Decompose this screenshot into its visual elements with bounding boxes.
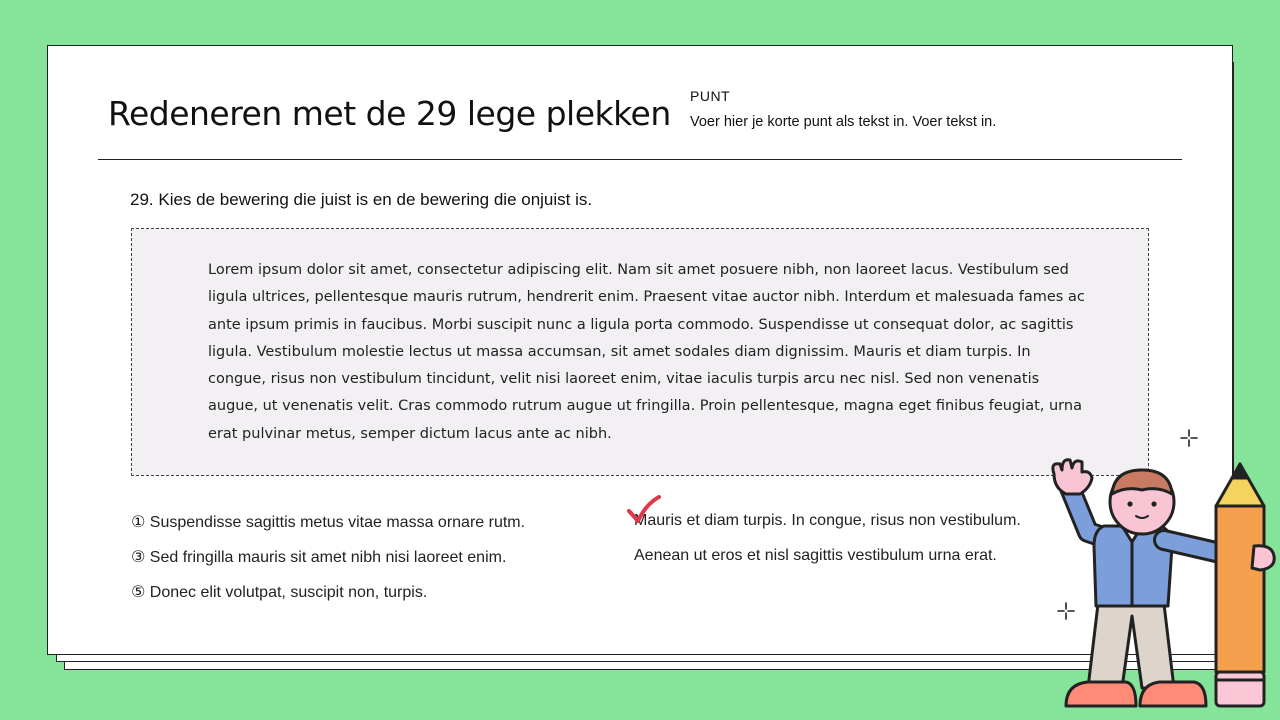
option-1[interactable]: ① Suspendisse sagittis metus vitae massa ornare rutm. (131, 514, 526, 531)
option-3[interactable]: ③ Sed fringilla mauris sit amet nibh nisi laoreet enim. (131, 549, 507, 566)
option-5[interactable]: ⑤ Donec elit volutpat, suscipit non, turpis. (131, 584, 428, 601)
option-2[interactable]: Mauris et diam turpis. In congue, risus non vestibulum. (634, 512, 1021, 529)
page-title: Redeneren met de 29 lege plekken (108, 94, 671, 133)
character-with-pencil-illustration (1040, 456, 1280, 720)
punt-label: PUNT (690, 88, 731, 104)
header-divider (98, 159, 1182, 160)
sparkle-icon (1180, 429, 1198, 447)
check-mark-icon (626, 494, 662, 526)
option-4[interactable]: Aenean ut eros et nisl sagittis vestibulum urna erat. (634, 547, 997, 564)
question-text: 29. Kies de bewering die juist is en de bewering die onjuist is. (130, 190, 593, 209)
punt-text[interactable]: Voer hier je korte punt als tekst in. Voer tekst in. (690, 114, 997, 130)
passage-box (131, 228, 1149, 476)
passage-text: Lorem ipsum dolor sit amet, consectetur adipiscing elit. Nam sit amet posuere nibh, non laoreet lacus. Vestibulum sed ligula ultrices, pellentesque mauris rutrum, hendrerit enim. Praesent vitae auctor nibh. Interdum et malesuada fames ac ante ipsum primis in faucibus. Morbi suscipit nunc a ligula porta commodo. Suspendisse ut consequat dolor, ac sagittis ligula. Vestibulum molestie lectus ut massa accumsan, sit amet sodales diam dignissim. Mauris et diam turpis. In congue, risus non vestibulum tincidunt, velit nisi laoreet enim, vitae iaculis turpis arcu nec nisl. Sed non venenatis augue, ut venenatis velit. Cras commodo rutrum augue ut fringilla. Proin pellentesque, magna eget finibus feugiat, urna erat pulvinar metus, semper dictum lacus ante ac nibh. (208, 262, 1085, 442)
